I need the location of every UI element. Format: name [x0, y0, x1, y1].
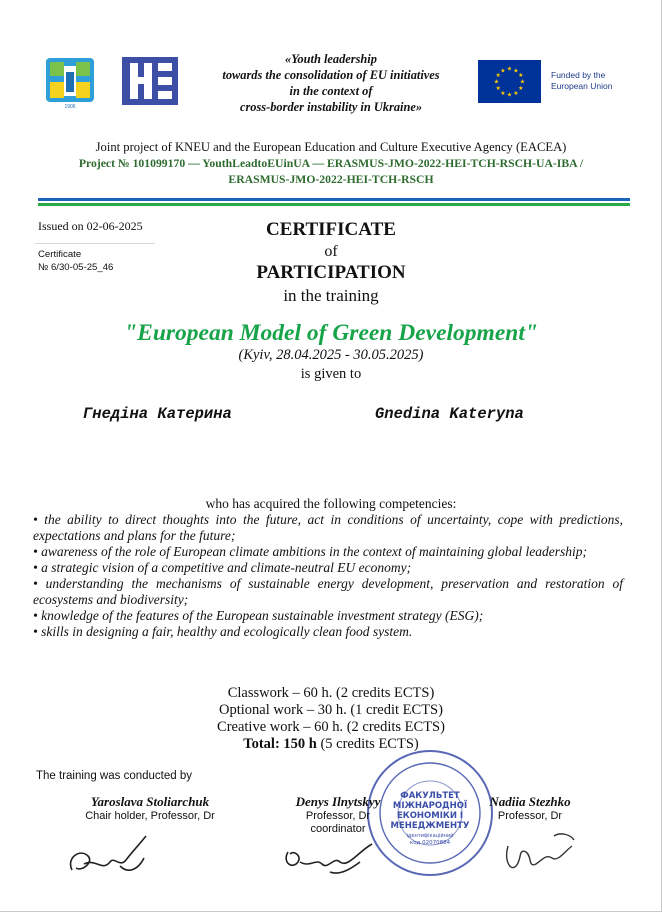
- optional-work-hours: Optional work – 30 h. (1 credit ECTS): [219, 702, 443, 718]
- certificate-of: of: [324, 243, 338, 260]
- quote-line-1: «Youth leadership: [285, 52, 377, 66]
- signatory-title: Chair holder, Professor, Dr: [85, 810, 215, 822]
- conducted-by-label: The training was conducted by: [36, 770, 192, 782]
- svg-text:ФАКУЛЬТЕТ: ФАКУЛЬТЕТ: [400, 791, 460, 801]
- eu-star-icon: ★: [500, 68, 506, 75]
- eu-star-icon: ★: [506, 92, 513, 99]
- eu-funding-label: [551, 70, 631, 92]
- quote-line-3: in the context of: [289, 84, 373, 98]
- eu-line-1: Funded by the: [551, 70, 606, 80]
- eu-star-icon: ★: [518, 86, 524, 93]
- eu-star-icon: ★: [519, 79, 526, 86]
- svg-text:МІЖНАРОДНОЇ: МІЖНАРОДНОЇ: [392, 801, 468, 811]
- eu-star-icon: ★: [495, 73, 501, 80]
- competency-item: • a strategic vision of a competitive and climate-neutral EU economy;: [33, 560, 412, 575]
- certificate-number: [38, 248, 113, 274]
- total-label: Total: 150 h: [243, 736, 317, 752]
- signatory-title: Professor, Dr: [305, 810, 371, 822]
- eu-star-icon: ★: [518, 73, 524, 80]
- signatory-name: Nadiia Stezhko: [489, 794, 571, 809]
- competency-item: • awareness of the role of European climate ambitions in the context of maintaining global leadership;: [33, 544, 588, 559]
- signatory-name: Yaroslava Stoliarchuk: [90, 794, 210, 809]
- competency-item: • knowledge of the features of the European sustainable investment strategy (ESG);: [33, 608, 484, 623]
- signatory-title: Professor, Dr: [497, 810, 563, 822]
- competencies-intro: who has acquired the following competencies:: [205, 496, 457, 511]
- given-to: is given to: [300, 366, 362, 382]
- eu-flag-icon: [478, 60, 541, 103]
- project-number-line-2: ERASMUS-JMO-2022-HEI-TCH-RSCH: [228, 173, 434, 186]
- certificate-number-value: № 6/30-05-25_46: [38, 262, 114, 273]
- signatory-1: [60, 794, 240, 823]
- signature-stezhko: [496, 826, 586, 882]
- issue-divider: [35, 243, 155, 244]
- jean-monnet-logo: [120, 55, 180, 107]
- eu-star-icon: ★: [500, 90, 506, 97]
- signatory-2: [268, 794, 408, 836]
- training-name: "European Model of Green Development": [124, 320, 538, 346]
- signature-ilnytskyy: [280, 832, 380, 882]
- certificate-participation: PARTICIPATION: [256, 262, 406, 283]
- divider-blue: [38, 198, 630, 201]
- certificate-label: Certificate: [38, 249, 82, 260]
- svg-text:ідентифікаційний: ідентифікаційний: [406, 833, 454, 839]
- project-number-line-1: Project № 101099170 — YouthLeadtoEUinUA — ERASMUS-JMO-2022-HEI-TCH-RSCH-UA-IBA /: [78, 157, 584, 170]
- kneu-logo: [40, 52, 100, 110]
- svg-text:1906: 1906: [64, 104, 76, 110]
- eu-star-icon: ★: [495, 86, 501, 93]
- signatory-3: [470, 794, 590, 823]
- quote-line-2: towards the consolidation of EU initiatives: [222, 68, 440, 82]
- competencies-list: [33, 512, 623, 640]
- competency-item: • understanding the mechanisms of sustainable energy development, preservation and restoration of ecosystems and biodiversity;: [33, 576, 623, 607]
- quote-line-4: cross-border instability in Ukraine»: [239, 100, 423, 114]
- competency-item: • the ability to direct thoughts into the future, act in conditions of uncertainty, cope with predictions, expectations and plans for the future;: [33, 512, 623, 543]
- eu-star-icon: ★: [513, 68, 519, 75]
- eu-star-icon: ★: [506, 66, 513, 73]
- project-quote: [190, 51, 472, 115]
- eu-line-2: European Union: [551, 81, 613, 91]
- divider-green: [38, 203, 630, 206]
- total-credits: (5 credits ECTS): [316, 736, 419, 752]
- classwork-hours: Classwork – 60 h. (2 credits ECTS): [227, 685, 435, 701]
- recipient-name-ukrainian: Гнедіна Катерина: [83, 405, 232, 423]
- creative-work-hours: Creative work – 60 h. (2 credits ECTS): [217, 719, 445, 735]
- issue-date: Issued on 02-06-2025: [38, 219, 143, 233]
- signatory-name: Denys Ilnytskyy: [295, 794, 381, 809]
- eu-star-icon: ★: [513, 90, 519, 97]
- signatory-role: coordinator: [310, 823, 366, 835]
- competency-item: • skills in designing a fair, healthy and ecologically clean food system.: [33, 624, 413, 639]
- svg-text:ЕКОНОМІКИ І: ЕКОНОМІКИ І: [396, 811, 464, 821]
- joint-project-line: Joint project of KNEU and the European Education and Culture Executive Agency (EACEA): [95, 140, 567, 154]
- recipient-name-english: Gnedina Kateryna: [375, 405, 524, 423]
- certificate-in-training: in the training: [283, 286, 379, 305]
- svg-text:МЕНЕДЖМЕНТУ: МЕНЕДЖМЕНТУ: [390, 821, 470, 831]
- svg-text:код 02070884: код 02070884: [409, 840, 451, 846]
- certificate-title: CERTIFICATE: [266, 219, 396, 240]
- workload-summary: [100, 685, 562, 753]
- signature-stoliarchuk: [62, 828, 157, 886]
- eu-star-icon: ★: [493, 79, 500, 86]
- training-dates: (Kyiv, 28.04.2025 - 30.05.2025): [238, 347, 424, 363]
